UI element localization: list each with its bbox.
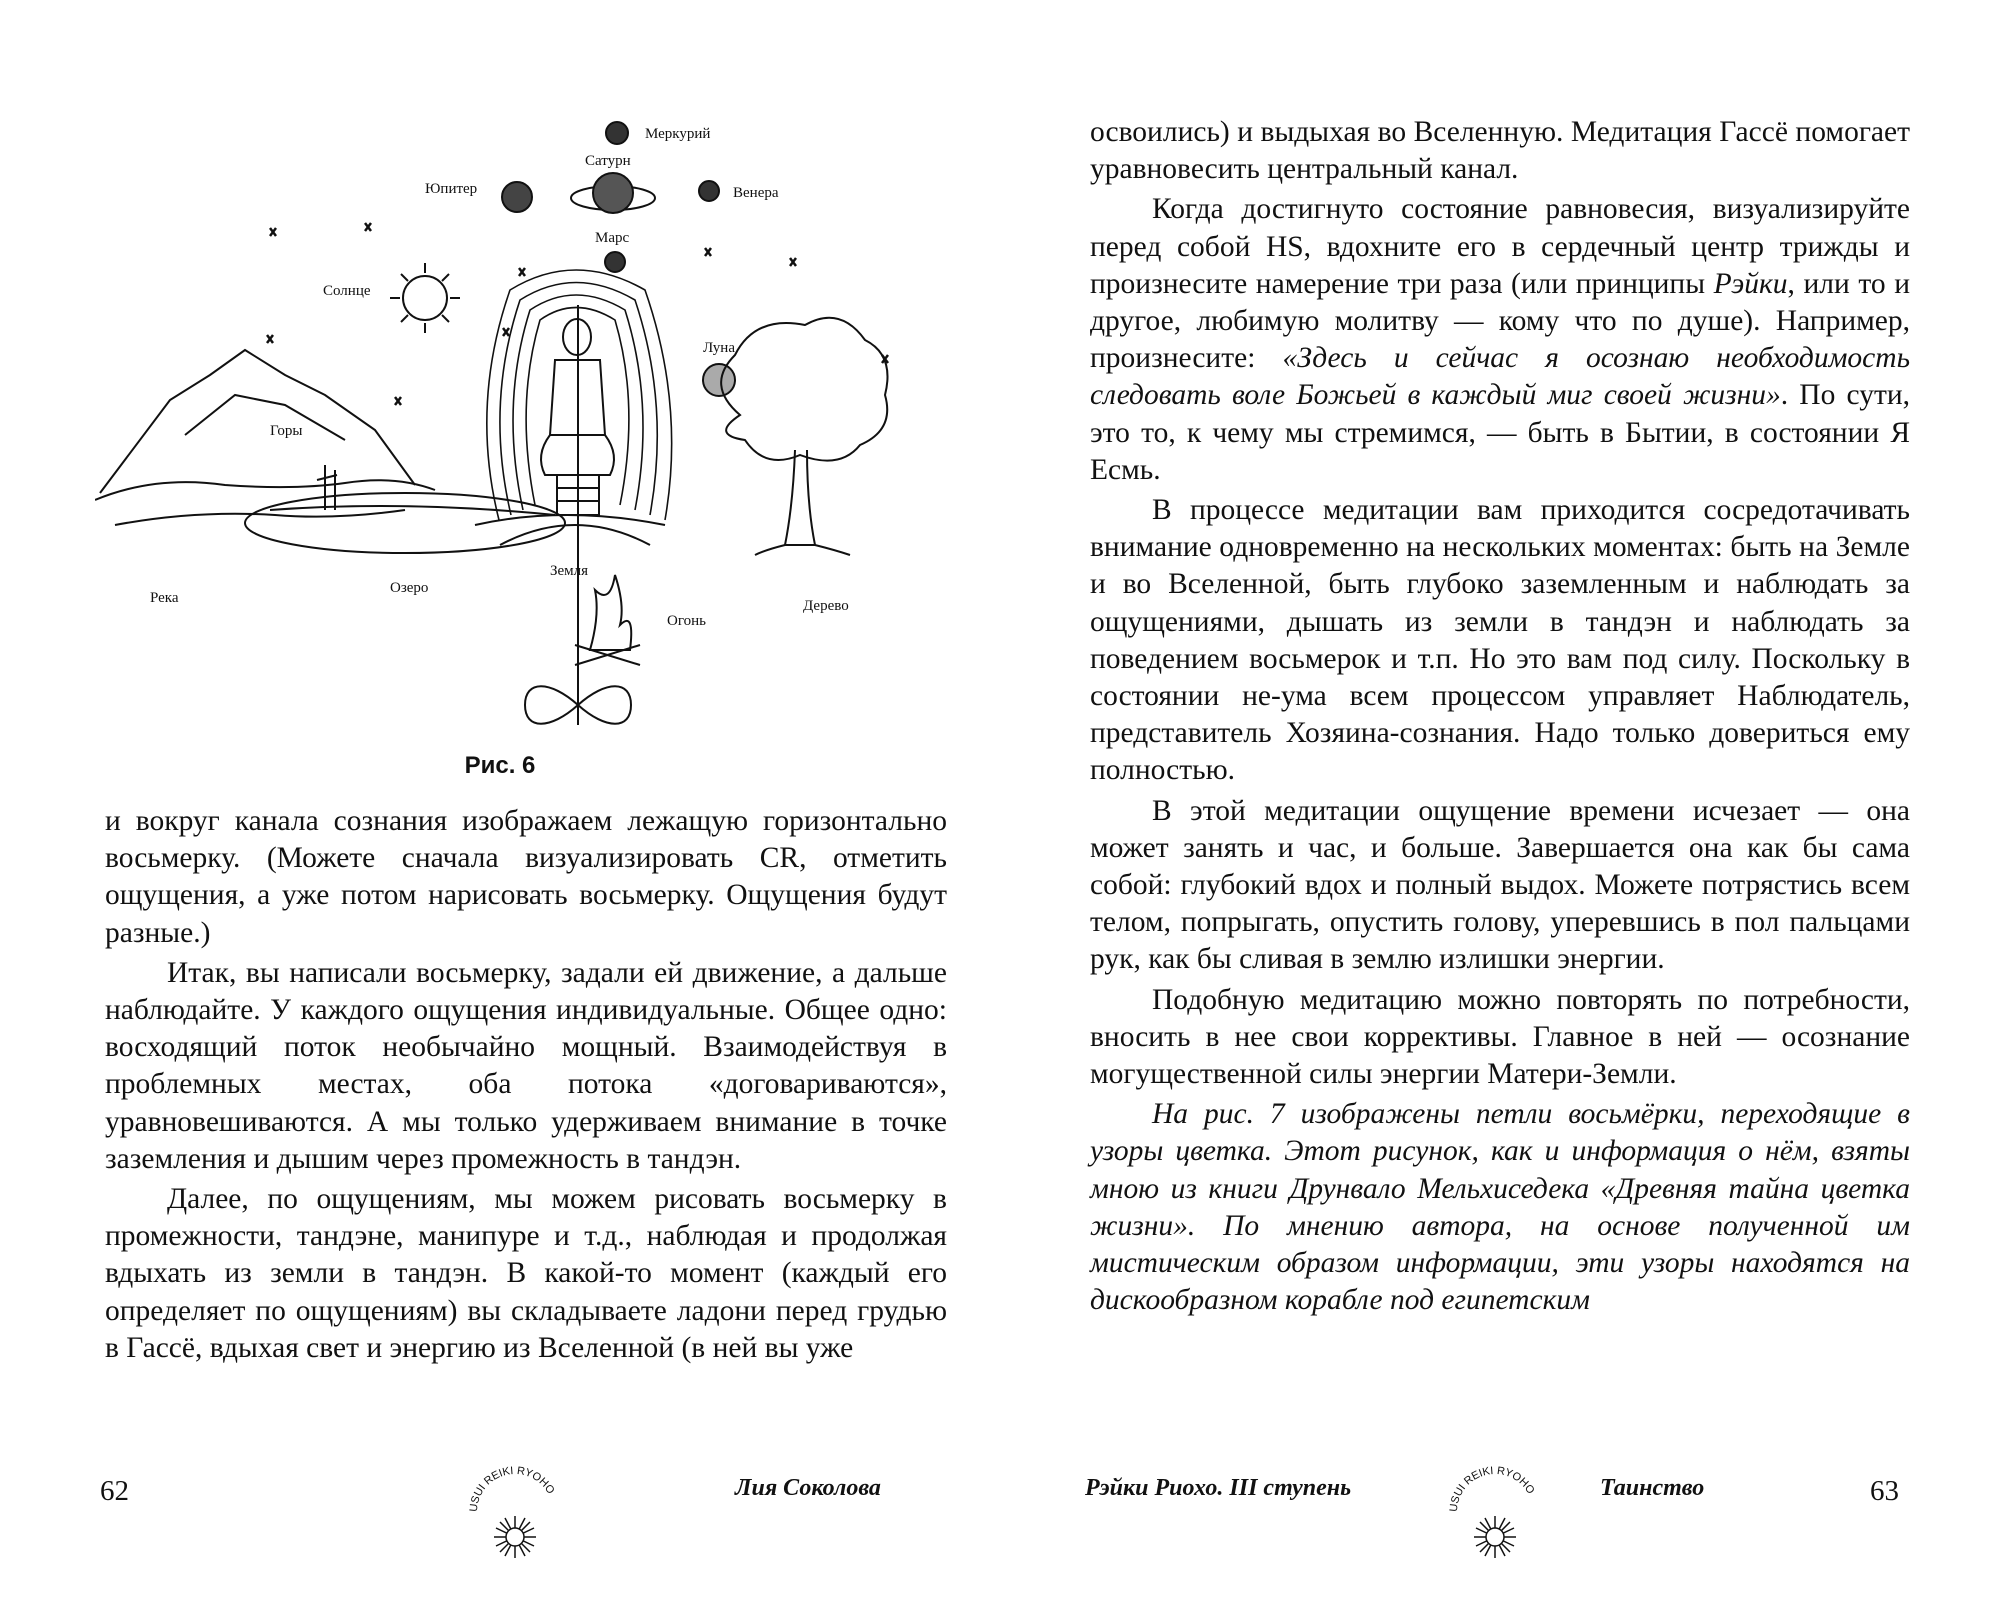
mountains bbox=[100, 350, 415, 493]
paragraph-part: , или то и другое, любимую молитву — кому что по душе). Например, произнесите: bbox=[1090, 267, 1910, 375]
mars-planet bbox=[605, 252, 625, 272]
tree-symbol bbox=[721, 318, 887, 555]
river bbox=[95, 480, 435, 500]
sunburst-logo-icon bbox=[1435, 1450, 1555, 1570]
usui-reiki-logo-right bbox=[1435, 1450, 1555, 1570]
svg-text:USUI REIKI RYOHO bbox=[1448, 1465, 1537, 1512]
label-mars: Марс bbox=[595, 230, 630, 246]
svg-text:USUI REIKI RYOHO bbox=[468, 1465, 557, 1512]
label-earth: Земля bbox=[550, 563, 589, 579]
sunburst-logo-icon bbox=[455, 1450, 575, 1570]
logo-text: USUI REIKI RYOHO bbox=[1447, 1464, 1537, 1513]
usui-reiki-logo-left bbox=[455, 1450, 575, 1570]
emphasis-reiki: Рэйки bbox=[1713, 267, 1788, 300]
mercury-planet bbox=[606, 122, 628, 144]
label-sun: Солнце bbox=[323, 283, 371, 299]
paragraph: и вокруг канала сознания изображаем лежащую горизонтально восьмерку. (Можете сначала визуализировать CR, отметить ощущения, а уже потом нарисовать восьмерку. Ощущения будут разные.) bbox=[105, 805, 947, 949]
logo-text: USUI REIKI RYOHO bbox=[467, 1464, 557, 1513]
aura-lines bbox=[487, 270, 672, 520]
label-saturn: Сатурн bbox=[585, 153, 631, 169]
saturn-planet bbox=[593, 173, 633, 213]
lake bbox=[245, 493, 565, 553]
label-mercury: Меркурий bbox=[645, 126, 711, 142]
paragraph-part: . По сути, это то, к чему мы стремимся, — быть в Бытии, в состоянии Я Есмь. bbox=[1090, 379, 1910, 486]
paragraph: Итак, вы написали восьмерку, задали ей движение, а дальше наблюдайте. У каждого ощущения индивидуальные. Общее одно: восходящий поток необычайно мощный. Взаимодействуя в проблемных местах, оба потока «договариваются», уравновешиваются. А мы только удерживаем внимание в точке заземления и дышим через промежность в тандэн. bbox=[105, 956, 947, 1175]
right-page-text bbox=[1090, 114, 1910, 1320]
paragraph: освоились) и выдыхая во Вселенную. Медитация Гассё помогает уравновесить центральный канал. bbox=[1090, 116, 1910, 186]
jupiter-planet bbox=[502, 182, 532, 212]
venus-planet bbox=[699, 181, 719, 201]
page-number-left: 62 bbox=[100, 1475, 129, 1507]
fire-symbol bbox=[575, 575, 640, 665]
emphasis-quote: «Здесь и сейчас я осознаю необходимость следовать воле Божьей в каждый миг своей жизни» bbox=[1090, 342, 1910, 412]
right-page bbox=[1000, 0, 2000, 1597]
paragraph-part: Когда достигнуто состояние равновесия, визуализируйте перед собой HS, вдохните его в сердечный центр трижды и произнесите намерение три раза (или принципы bbox=[1090, 193, 1910, 300]
page-number-right: 63 bbox=[1870, 1475, 1899, 1507]
label-jupiter: Юпитер bbox=[425, 181, 478, 197]
figure-meditation-illustration bbox=[95, 105, 945, 745]
label-mountains: Горы bbox=[270, 423, 303, 439]
figure-svg bbox=[95, 105, 945, 745]
moon-planet bbox=[703, 364, 735, 396]
footer-author: Лия Соколова bbox=[735, 1475, 881, 1501]
footer-section: Таинство bbox=[1600, 1475, 1705, 1501]
paragraph: В этой медитации ощущение времени исчезает — она может занять и час, и больше. Завершается она как бы сама собой: глубокий вдох и полный выдох. Можете потрястись всем телом, попрыгать, опустить голову, уперевшись в пол пальцами рук, как бы сливая в землю излишки энергии. bbox=[1090, 794, 1910, 976]
paragraph: Далее, по ощущениям, мы можем рисовать восьмерку в промежности, тандэне, манипуре и т.д., наблюдая и продолжая вдыхать из земли в тандэн. В какой-то момент (каждый его определяет по ощущениям) вы складываете ладони перед грудью в Гассё, вдыхая свет и энергию из Вселенной (в ней вы уже bbox=[105, 1183, 947, 1364]
paragraph: Подобную медитацию можно повторять по потребности, вносить в нее свои коррективы. Главное в ней — осознание могущественной силы энергии Матери-Земли. bbox=[1090, 983, 1910, 1091]
paragraph-italic: На рис. 7 изображены петли восьмёрки, переходящие в узоры цветка. Этот рисунок, как и информация о нём, взяты мною из книги Друнвало Мельхиседека «Древняя тайна цветка жизни». По мнению автора, на основе полученной им мистическим образом информации, эти узоры находятся на дискообразном корабле под египетским bbox=[1090, 1098, 1910, 1317]
label-moon: Луна bbox=[703, 340, 735, 356]
figure-caption: Рис. 6 bbox=[464, 752, 536, 779]
left-page-text bbox=[105, 803, 947, 1367]
label-fire: Огонь bbox=[667, 613, 706, 629]
paragraph: В процессе медитации вам приходится сосредотачивать внимание одновременно на нескольких моментах: быть на Земле и во Вселенной, быть глубоко заземленным и наблюдать за ощущениями, дышать из земли в тандэн и наблюдать за поведением восьмерок и т.п. Но это вам под силу. Поскольку в состоянии не-ума всем процессом управляет Наблюдатель, представитель Хозяина-сознания. Надо только довериться ему полностью. bbox=[1090, 494, 1910, 787]
label-river: Река bbox=[150, 590, 179, 606]
label-lake: Озеро bbox=[390, 580, 429, 596]
label-tree: Дерево bbox=[803, 598, 849, 614]
sun-symbol bbox=[390, 263, 460, 333]
paragraph bbox=[1090, 191, 1910, 489]
footer-title: Рэйки Риохо. III ступень bbox=[1085, 1475, 1352, 1501]
label-venus: Венера bbox=[733, 185, 779, 201]
